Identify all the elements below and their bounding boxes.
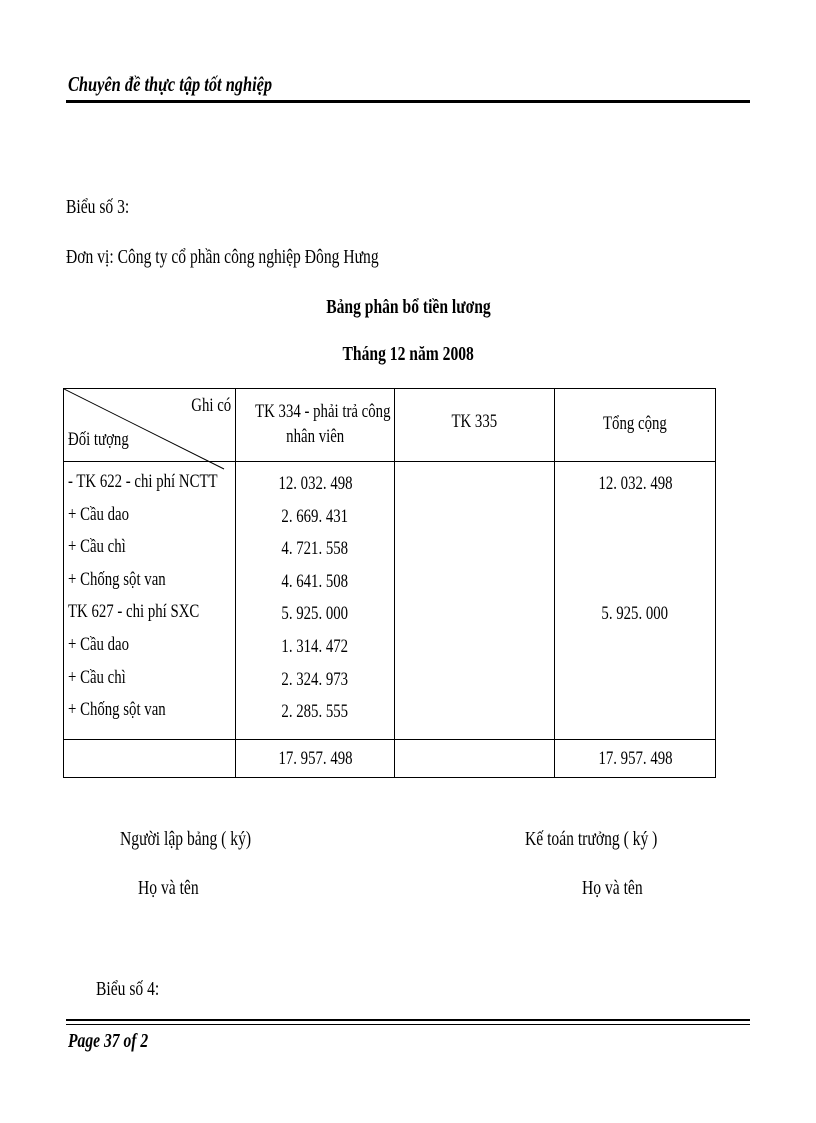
tk334-value: 2. 669. 431 — [281, 505, 349, 527]
grand-total-tk334: 17. 957. 498 — [236, 740, 395, 778]
tk334-column — [236, 462, 395, 740]
row-label: + Chống sột van — [68, 568, 166, 590]
header-tk334: TK 334 - phải trả công nhân viên — [236, 389, 395, 462]
row-label: + Cầu chì — [68, 536, 126, 558]
next-table-label: Biểu số 4: — [96, 978, 160, 1000]
document-period: Tháng 12 năm 2008 — [342, 343, 474, 365]
grand-total: 17. 957. 498 — [555, 740, 716, 778]
signature-left-title: Người lập bảng ( ký) — [120, 828, 252, 850]
header-doi-tuong: Đối tượng — [68, 429, 129, 450]
unit-label: Đơn vị: Công ty cổ phần công nghiệp Đông Hưng — [66, 246, 379, 268]
table-body-row — [64, 462, 716, 740]
total-value: 12. 032. 498 — [597, 473, 673, 494]
total-value: 5. 925. 000 — [601, 603, 669, 625]
row-label: TK 627 - chi phí SXC — [68, 601, 200, 623]
total-label-cell — [64, 740, 236, 778]
total-column — [555, 462, 716, 740]
page-number: Page 37 of 2 — [68, 1030, 149, 1052]
page-header-title: Chuyên đề thực tập tốt nghiệp — [68, 72, 273, 96]
tk334-value: 4. 641. 508 — [281, 570, 349, 592]
signature-left-name: Họ và tên — [138, 877, 199, 899]
header-rule — [66, 100, 750, 103]
salary-allocation-table — [63, 388, 716, 778]
row-label: + Cầu chì — [68, 666, 126, 688]
signature-right-title: Kế toán trưởng ( ký ) — [525, 828, 658, 850]
table-total-row — [64, 740, 716, 778]
tk334-value: 2. 324. 973 — [281, 668, 349, 690]
header-diagonal-cell — [64, 389, 236, 462]
tk334-value: 5. 925. 000 — [281, 603, 349, 625]
grand-total-tk335 — [395, 740, 555, 778]
tk334-value: 4. 721. 558 — [281, 538, 349, 560]
header-total: Tổng cộng — [555, 389, 716, 462]
header-tk335: TK 335 — [395, 389, 555, 462]
tk334-value: 2. 285. 555 — [281, 701, 349, 723]
table-header-row — [64, 389, 716, 462]
document-title: Bảng phân bổ tiền lương — [325, 296, 491, 318]
row-label: - TK 622 - chi phí NCTT — [68, 471, 218, 492]
table-number-label: Biểu số 3: — [66, 196, 130, 218]
footer-rule — [66, 1019, 750, 1021]
tk334-value: 12. 032. 498 — [277, 473, 353, 494]
labels-column — [64, 462, 236, 740]
row-label: + Cầu dao — [68, 633, 130, 655]
row-label: + Chống sột van — [68, 699, 166, 721]
footer-rule-thin — [66, 1024, 750, 1025]
signature-right-name: Họ và tên — [582, 877, 643, 899]
tk335-column — [395, 462, 555, 740]
header-ghi-co: Ghi có — [191, 395, 231, 416]
tk334-value: 1. 314. 472 — [281, 635, 349, 657]
row-label: + Cầu dao — [68, 503, 130, 525]
